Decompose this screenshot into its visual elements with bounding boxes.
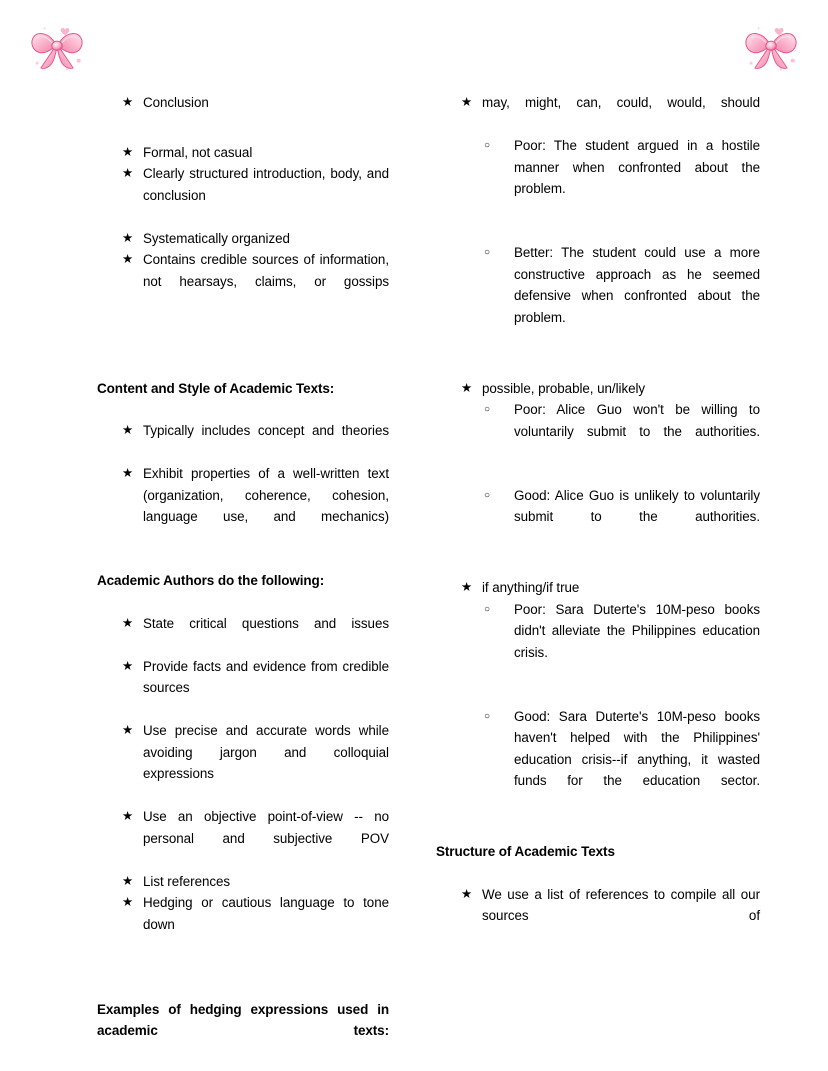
pink-ribbon-bow-icon: [740, 16, 802, 78]
list-item: ★ Exhibit properties of a well-written text (organization, coherence, cohesion, language use, and mechanics): [122, 463, 389, 549]
list-structure: [436, 884, 760, 949]
heading-examples-hedging: Examples of hedging expressions used in academic texts:: [97, 1001, 389, 1038]
star-bullet-icon: ★: [461, 380, 473, 395]
star-bullet-icon: ★: [461, 95, 473, 109]
star-bullet-icon: ★: [122, 166, 134, 180]
spacer: [97, 314, 389, 378]
heading-academic-authors: Academic Authors do the following:: [97, 573, 325, 588]
star-bullet-icon: ★: [122, 809, 134, 823]
star-bullet-icon: ★: [122, 423, 134, 437]
list-if-anything-examples: [484, 599, 760, 814]
star-bullet-icon: ★: [122, 658, 134, 673]
list-item: ★ Provide facts and evidence from credible sources: [122, 656, 389, 721]
list-if-anything: [436, 577, 760, 599]
list-item: ○ Good: Alice Guo is unlikely to voluntarily submit to the authorities.: [484, 485, 760, 550]
list-academic-authors: [97, 613, 389, 957]
spacer: [97, 957, 389, 999]
list-item: ★ Formal, not casual: [122, 142, 389, 164]
star-bullet-icon: ★: [122, 466, 134, 480]
star-bullet-icon: ★: [122, 252, 134, 266]
star-bullet-icon: ★: [122, 230, 134, 245]
spacer: [97, 549, 389, 570]
spacer: [97, 592, 389, 613]
content-columns: [0, 92, 828, 1063]
spacer: [436, 863, 760, 884]
list-item: ★ Conclusion: [122, 92, 389, 114]
circle-bullet-icon: ○: [484, 489, 490, 501]
list-item: ○ Good: Sara Duterte's 10M-peso books haven't helped with the Philippines' education crisis--if anything, it wasted funds for the education sector.: [484, 706, 760, 814]
star-bullet-icon: ★: [122, 95, 134, 109]
list-item: ★ Hedging or cautious language to tone down: [122, 892, 389, 957]
list-item: ★ Systematically organized: [122, 228, 389, 250]
list-item: ★ List references: [122, 871, 389, 893]
spacer: [436, 813, 760, 841]
list-item: ★ possible, probable, un/likely: [461, 378, 760, 400]
heading-content-and-style: Content and Style of Academic Texts:: [97, 380, 335, 396]
circle-bullet-icon: ○: [484, 140, 490, 151]
list-item: ★ Use an objective point-of-view -- no personal and subjective POV: [122, 806, 389, 871]
list-characteristics: [97, 142, 389, 314]
list-item: ○ Poor: Sara Duterte's 10M-peso books didn't alleviate the Philippines education crisis.: [484, 599, 760, 685]
circle-bullet-icon: ○: [484, 710, 490, 722]
right-column: [414, 92, 828, 1063]
list-conclusion: [97, 92, 389, 114]
list-item: ★ Clearly structured introduction, body, and conclusion: [122, 163, 389, 228]
list-item: ★ Use precise and accurate words while avoiding jargon and colloquial expressions: [122, 720, 389, 806]
list-possible: [436, 378, 760, 400]
heading-structure-academic-texts: Structure of Academic Texts: [436, 844, 615, 859]
list-item: ○ Better: The student could use a more constructive approach as he seemed defensive when confronted about the problem.: [484, 242, 760, 350]
star-bullet-icon: ★: [122, 895, 134, 909]
list-content-style: [97, 420, 389, 549]
spacer: [97, 399, 389, 420]
list-item: ○ Poor: Alice Guo won't be willing to voluntarily submit to the authorities.: [484, 399, 760, 464]
list-modals-examples: [484, 135, 760, 350]
spacer: [436, 549, 760, 577]
list-item: ★ Typically includes concept and theories: [122, 420, 389, 463]
circle-bullet-icon: ○: [484, 404, 490, 415]
list-modals: [436, 92, 760, 135]
star-bullet-icon: ★: [461, 886, 473, 901]
star-bullet-icon: ★: [122, 144, 134, 159]
list-item: ○ Poor: The student argued in a hostile manner when confronted about the problem.: [484, 135, 760, 221]
star-bullet-icon: ★: [122, 723, 134, 737]
left-column: [0, 92, 414, 1063]
spacer: [97, 114, 389, 142]
star-bullet-icon: ★: [461, 580, 473, 594]
list-item: ★ may, might, can, could, would, should: [461, 92, 760, 135]
list-item: ★ Contains credible sources of information, not hearsays, claims, or gossips: [122, 249, 389, 314]
circle-bullet-icon: ○: [484, 247, 490, 258]
circle-bullet-icon: ○: [484, 603, 490, 615]
list-item: ★ if anything/if true: [461, 577, 760, 599]
list-possible-examples: [484, 399, 760, 549]
list-item: ★ State critical questions and issues: [122, 613, 389, 656]
star-bullet-icon: ★: [122, 873, 134, 888]
star-bullet-icon: ★: [122, 615, 134, 630]
pink-ribbon-bow-icon: [26, 16, 88, 78]
list-item: ★ We use a list of references to compile all our sources of: [461, 884, 760, 949]
spacer: [436, 350, 760, 378]
